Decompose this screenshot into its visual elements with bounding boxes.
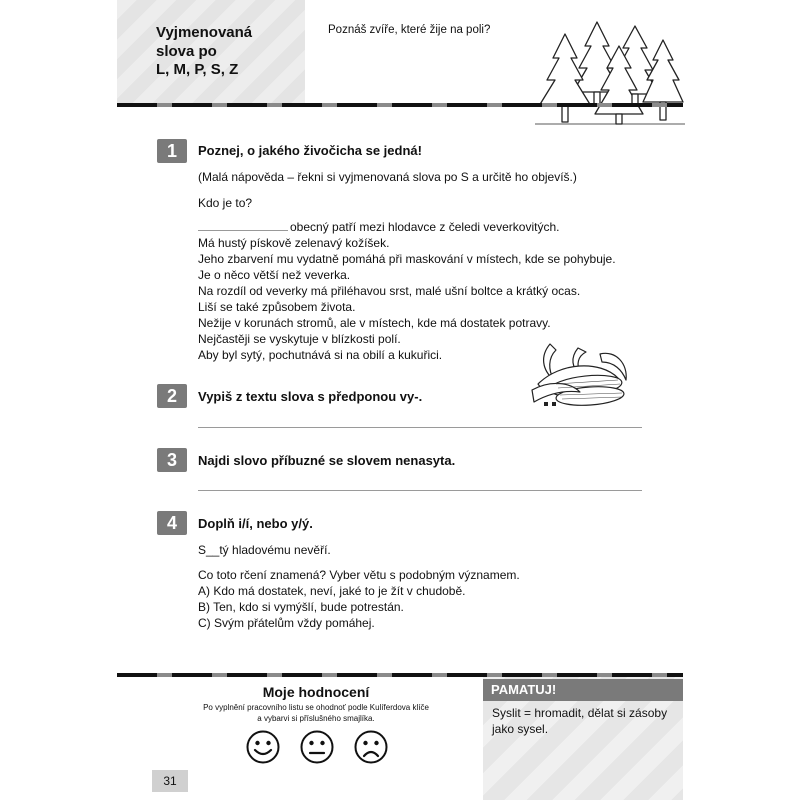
task-4-saying: S__tý hladovému nevěří. <box>198 543 331 557</box>
task-3-title: Najdi slovo příbuzné se slovem nenasyta. <box>198 453 456 468</box>
text-line: Na rozdíl od veverky má přiléhavou srst, malé ušní boltce a krátký ocas. <box>198 284 581 298</box>
task-2-answer-line[interactable] <box>198 427 642 428</box>
option-b[interactable]: B) Ten, kdo si vymýšlí, bude potrestán. <box>198 600 404 614</box>
task-1-number: 1 <box>157 139 187 163</box>
task-4-number: 4 <box>157 511 187 535</box>
header-question: Poznáš zvíře, které žije na poli? <box>328 24 491 36</box>
evaluation-note: Po vyplnění pracovního listu se ohodnoť podle Kulíferdova klíče a vybarvi si příslušného smajlíka. <box>203 703 429 723</box>
text-line: Jeho zbarvení mu vydatně pomáhá při maskování v místech, kde se pohybuje. <box>198 252 616 266</box>
answer-blank[interactable] <box>198 219 288 231</box>
option-c[interactable]: C) Svým přátelům vždy pomáhej. <box>198 616 375 630</box>
task-1-hint: (Malá nápověda – řekni si vyjmenovaná slova po S a určitě ho objevíš.) <box>198 170 577 184</box>
text-line <box>198 219 616 235</box>
text-line: Aby byl sytý, pochutnává si na obilí a kukuřici. <box>198 348 443 362</box>
page-number: 31 <box>152 770 188 792</box>
text-line: Má hustý pískově zelenavý kožíšek. <box>198 236 390 250</box>
text-line: Nejčastěji se vyskytuje v blízkosti polí. <box>198 332 401 346</box>
task-3-number: 3 <box>157 448 187 472</box>
remember-heading: PAMATUJ! <box>483 679 683 701</box>
neutral-smiley-icon[interactable] <box>300 730 334 764</box>
task-4-question: Co toto rčení znamená? Vyber větu s podobným významem. <box>198 568 520 582</box>
happy-smiley-icon[interactable] <box>246 730 280 764</box>
header-stripe <box>117 103 683 107</box>
trees-illustration <box>535 18 685 126</box>
task-2-title: Vypiš z textu slova s předponou vy-. <box>198 389 423 404</box>
task-1-question: Kdo je to? <box>198 196 253 210</box>
corn-illustration <box>530 340 635 410</box>
evaluation-title: Moje hodnocení <box>262 684 370 700</box>
sad-smiley-icon[interactable] <box>354 730 388 764</box>
remember-text: Syslit = hromadit, dělat si zásoby jako sysel. <box>492 706 668 736</box>
text-line: Liší se také způsobem života. <box>198 300 356 314</box>
worksheet-title: Vyjmenovaná slova po L, M, P, S, Z <box>156 24 253 78</box>
text-line: Nežije v korunách stromů, ale v místech, kde má dostatek potravy. <box>198 316 551 330</box>
task-4-options <box>198 583 465 631</box>
option-a[interactable]: A) Kdo má dostatek, neví, jaké to je žít v chudobě. <box>198 584 466 598</box>
task-1-title: Poznej, o jakého živočicha se jedná! <box>198 143 422 158</box>
task-2-number: 2 <box>157 384 187 408</box>
text-line: Je o něco větší než veverka. <box>198 268 351 282</box>
text-line-content: obecný patří mezi hlodavce z čeledi veverkovitých. <box>290 220 560 234</box>
task-3-answer-line[interactable] <box>198 490 642 491</box>
task-4-title: Doplň i/í, nebo y/ý. <box>198 516 313 531</box>
